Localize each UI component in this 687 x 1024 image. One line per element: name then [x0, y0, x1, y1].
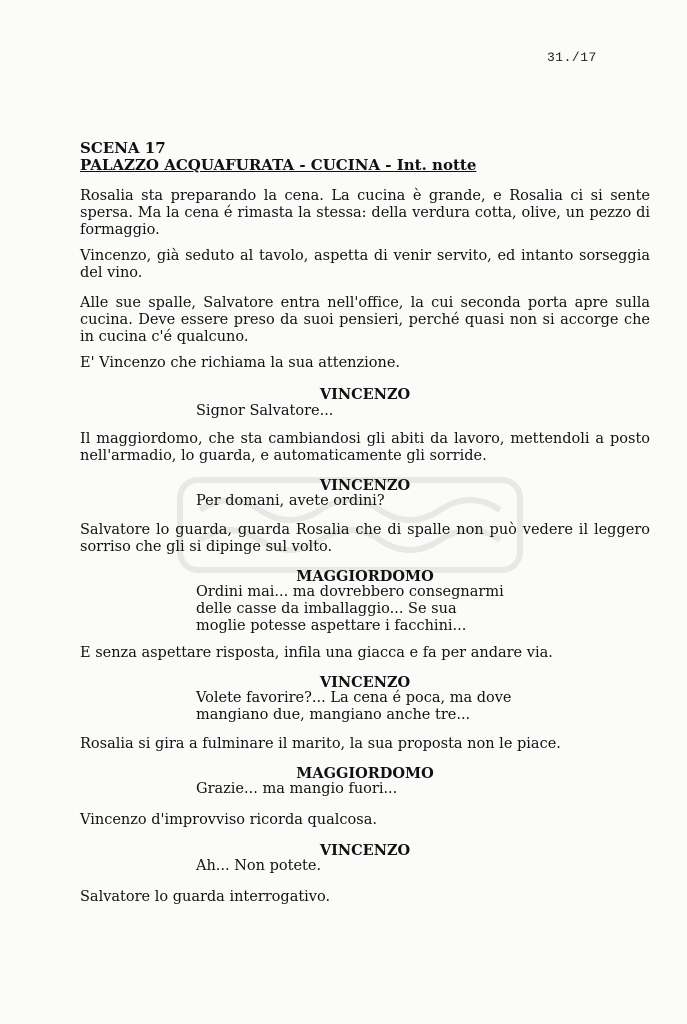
character-cue: MAGGIORDOMO [296, 765, 434, 782]
character-cue: VINCENZO [319, 386, 411, 403]
action-paragraph: Alle sue spalle, Salvatore entra nell'office, la cui seconda porta apre sulla cucina. Deve essere preso da suoi pensieri, perché quasi non si accorge che in cucina c'é qualcuno. [80, 295, 650, 345]
dialogue-line: Per domani, avete ordini? [196, 493, 385, 509]
dialogue-line: Grazie... ma mangio fuori... [196, 781, 398, 797]
dialogue-line: Ordini mai... ma dovrebbero consegnarmi delle casse da imballaggio... Se sua moglie potesse aspettare i facchini... [196, 584, 504, 634]
character-cue: VINCENZO [319, 842, 411, 859]
character-cue: VINCENZO [319, 477, 411, 494]
dialogue-line: Volete favorire?... La cena é poca, ma dove mangiano due, mangiano anche tre... [196, 690, 512, 723]
character-cue: MAGGIORDOMO [296, 568, 434, 585]
page-number: 31./17 [547, 50, 597, 65]
dialogue-line: Signor Salvatore... [196, 403, 334, 419]
scene-slugline: PALAZZO ACQUAFURATA - CUCINA - Int. notte [80, 156, 477, 174]
dialogue-line: Ah... Non potete. [196, 858, 322, 874]
action-paragraph: Rosalia si gira a fulminare il marito, la sua proposta non le piace. [80, 736, 561, 752]
character-cue: VINCENZO [319, 674, 411, 691]
action-paragraph: Salvatore lo guarda interrogativo. [80, 889, 331, 905]
action-paragraph: E senza aspettare risposta, infila una giacca e fa per andare via. [80, 645, 553, 661]
action-paragraph: Rosalia sta preparando la cena. La cucina è grande, e Rosalia ci si sente spersa. Ma la cena é rimasta la stessa: della verdura cotta, olive, un pezzo di formaggio. [80, 188, 650, 238]
action-paragraph: Vincenzo d'improvviso ricorda qualcosa. [80, 812, 377, 828]
action-paragraph: Vincenzo, già seduto al tavolo, aspetta di venir servito, ed intanto sorseggia del vino. [80, 248, 650, 281]
scene-heading [80, 140, 476, 174]
action-paragraph: E' Vincenzo che richiama la sua attenzione. [80, 355, 401, 371]
action-paragraph: Il maggiordomo, che sta cambiandosi gli abiti da lavoro, mettendoli a posto nell'armadio, lo guarda, e automaticamente gli sorride. [80, 431, 650, 464]
scene-number: SCENA 17 [80, 139, 166, 157]
action-paragraph: Salvatore lo guarda, guarda Rosalia che di spalle non può vedere il leggero sorriso che gli si dipinge sul volto. [80, 522, 650, 555]
